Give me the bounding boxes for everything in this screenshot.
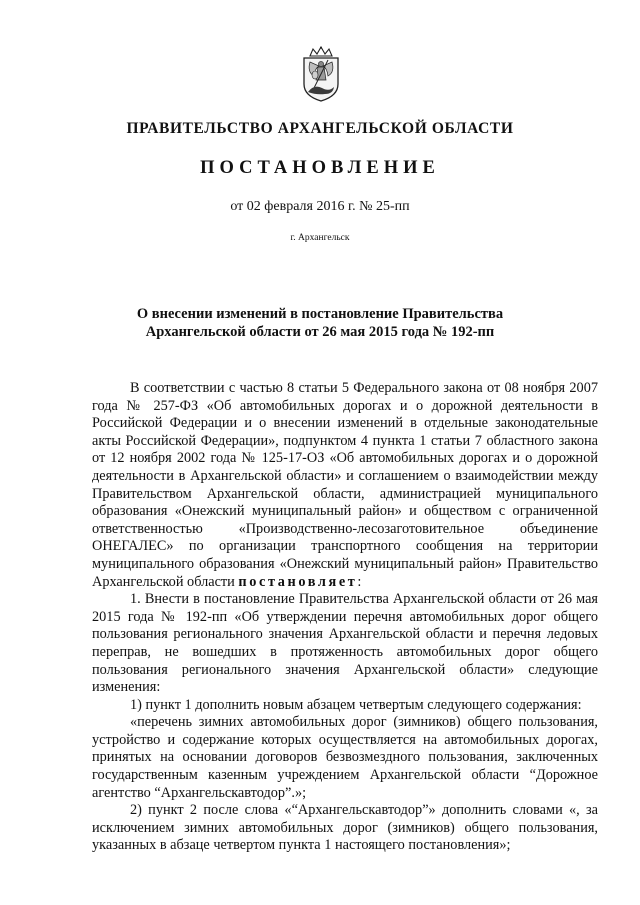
city-name: г. Архангельск bbox=[290, 233, 350, 243]
resolves-keyword: постановляет bbox=[238, 573, 358, 590]
subitem-2-paragraph: 2) пункт 2 после слова «“Архангельскавтодор”» дополнить словами «, за исключением зимних автомобильных дорог (зимников) общего пользования, указанных в абзаце четвертом пункта 1 настоящего постановления»; bbox=[92, 802, 598, 854]
preamble-text: В соответствии с частью 8 статьи 5 Федерального закона от 08 ноября 2007 года № 257-ФЗ «Об автомобильных дорогах и о дорожной деятельности в Российской Федерации и о внесении изменений в отдельные законодательные акты Российской Федерации», подпунктом 4 пункта 1 статьи 7 областного закона от 12 ноября 2002 года № 125-17-ОЗ «Об автомобильных дорогах и о дорожной деятельности в Архангельской области» и соглашением о взаимодействии между Правительством Архангельской области, администрацией муниципального образования «Онежский муниципальный район» и обществом с ограниченной ответственностью «Производственно-лесозаготовительное объединение ОНЕГАЛЕС» по организации транспортного сообщения на территории муниципального образования «Онежский муниципальный район» Правительство Архангельской области bbox=[92, 380, 598, 590]
subject-line-2: Архангельской области от 26 мая 2015 года № 192-пп bbox=[145, 324, 495, 340]
subject-line-1: О внесении изменений в постановление Правительства bbox=[136, 306, 504, 322]
item-1-paragraph: 1. Внести в постановление Правительства Архангельской области от 26 мая 2015 года № 192-пп «Об утверждении перечня автомобильных дорог общего пользования регионального значения Архангельской области и перечня ледовых переправ, не вошедших в протяженность автомобильных дорог общего пользования регионального значения Архангельской области» следующие изменения: bbox=[92, 591, 598, 696]
document-body bbox=[92, 380, 598, 855]
document-type-title: ПОСТАНОВЛЕНИЕ bbox=[200, 158, 440, 178]
arkhangelsk-coat-of-arms-icon bbox=[298, 46, 344, 102]
preamble-end: : bbox=[357, 573, 362, 590]
date-and-number: от 02 февраля 2016 г. № 25-пп bbox=[230, 199, 410, 214]
government-name: ПРАВИТЕЛЬСТВО АРХАНГЕЛЬСКОЙ ОБЛАСТИ bbox=[126, 120, 514, 137]
quoted-addition-paragraph: «перечень зимних автомобильных дорог (зимников) общего пользования, устройство и содержание которых осуществляется на автомобильных дорогах, принятых на основании договоров безвозмездного пользования, заключенных государственным казенным учреждением Архангельской области “Дорожное агентство “Архангельскавтодор”.»; bbox=[92, 714, 598, 801]
document-subject bbox=[120, 305, 520, 341]
preamble-paragraph bbox=[92, 380, 598, 591]
subitem-1-paragraph: 1) пункт 1 дополнить новым абзацем четвертым следующего содержания: bbox=[130, 696, 582, 713]
